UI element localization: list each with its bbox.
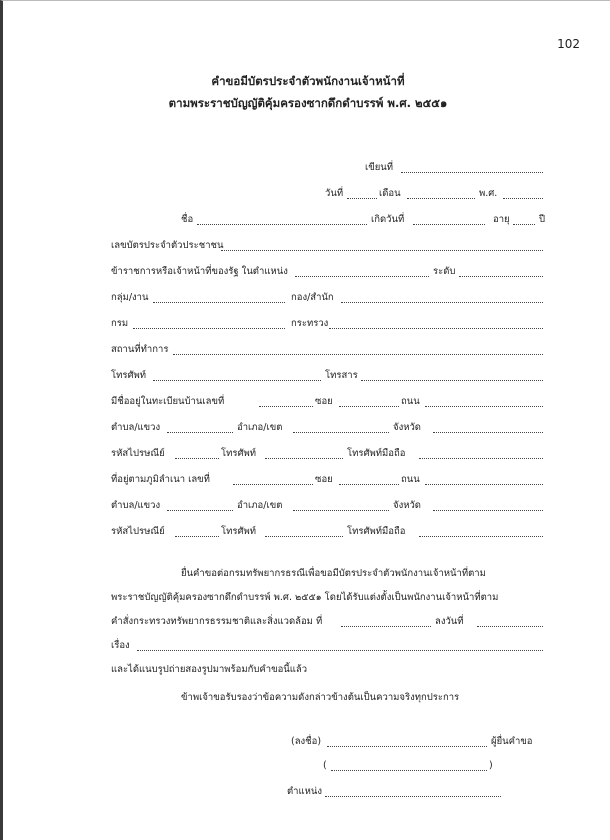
postcode-field[interactable] [175,458,219,459]
district-field-2[interactable] [293,510,389,511]
order-date-field[interactable] [477,626,543,627]
division-field[interactable] [341,302,543,303]
address-area-row [3,421,610,437]
fax-field[interactable] [361,380,543,381]
form-title: คำขอมีบัตรประจำตัวพนักงานเจ้าหน้าที่ [211,74,405,88]
phone-label-2: โทรศัพท์ [221,448,257,459]
postcode-label: รหัสไปรษณีย์ [111,448,165,459]
request-paragraph-line2: พระราชบัญญัติคุ้มครองซากดึกดำบรรพ์ พ.ศ. ๒๕๕๑ โดยได้รับแต่งตั้งเป็นพนักงานเจ้าหน้าที่ตาม [111,592,499,603]
group-label: กลุ่ม/งาน [111,292,149,303]
level-field[interactable] [459,276,543,277]
level-label: ระดับ [433,266,456,277]
day-label: วันที่ [325,188,344,199]
name-row [3,213,610,229]
postcode-label-2: รหัสไปรษณีย์ [111,526,165,537]
request-paragraph-line1: ยื่นคำขอต่อกรมทรัพยากรธรณีเพื่อขอมีบัตรประจำตัวพนักงานเจ้าหน้าที่ตาม [181,568,486,579]
phone-field-2[interactable] [265,458,343,459]
district-label: อำเภอ/เขต [237,422,283,433]
subject-field[interactable] [137,650,543,651]
signature-row [3,735,610,751]
division-label: กอง/สำนัก [291,292,334,303]
photos-attached-text: และได้แนบรูปถ่ายสองรูปมาพร้อมกับคำขอนี้แล้ว [111,664,308,675]
workplace-label: สถานที่ทำการ [111,344,169,355]
road-field[interactable] [425,406,543,407]
workplace-field[interactable] [173,354,543,355]
year-field[interactable] [503,198,543,199]
road-label: ถนน [401,396,420,407]
current-address-number-field[interactable] [233,484,313,485]
subdistrict-field[interactable] [167,432,233,433]
birth-date-label: เกิดวันที่ [371,214,405,225]
ministry-label: กระทรวง [291,318,329,329]
signature-field[interactable] [327,746,487,747]
district-label-2: อำเภอ/เขต [237,500,283,511]
position-row [3,265,610,281]
phone-label-3: โทรศัพท์ [221,526,257,537]
order-date-label: ลงวันที่ [435,616,464,627]
id-card-row [3,239,610,255]
address-area-row-2 [3,499,610,515]
close-paren: ) [489,760,493,771]
id-card-label: เลขบัตรประจำตัวประชาชน [111,240,224,251]
phone-field[interactable] [153,380,321,381]
phone-field-3[interactable] [265,536,343,537]
house-registration-row [3,395,610,411]
subdistrict-field-2[interactable] [167,510,233,511]
written-at-row [3,161,610,177]
group-row [3,291,610,307]
order-row [3,615,610,631]
official-position-label: ข้าราชการหรือเจ้าหน้าที่ของรัฐ ในตำแหน่ง [111,266,288,277]
province-field[interactable] [433,432,543,433]
current-address-row [3,473,610,489]
certification-text: ข้าพเจ้าขอรับรองว่าข้อความดังกล่าวข้างต้นเป็นความจริงทุกประการ [181,692,460,703]
soi-field-2[interactable] [339,484,399,485]
signer-position-label: ตำแหน่ง [287,786,323,797]
age-unit: ปี [539,214,546,225]
mobile-label-2: โทรศัพท์มือถือ [347,526,406,537]
written-at-field[interactable] [401,172,543,173]
year-label: พ.ศ. [479,188,498,199]
signer-position-field[interactable] [325,796,501,797]
form-subtitle: ตามพระราชบัญญัติคุ้มครองซากดึกดำบรรพ์ พ.ศ. ๒๕๕๑ [168,96,448,110]
applicant-label: ผู้ยื่นคำขอ [491,736,533,747]
district-field[interactable] [293,432,389,433]
province-label: จังหวัด [393,422,421,433]
soi-label: ซอย [315,396,333,407]
id-card-field[interactable] [221,250,543,251]
house-registration-label: มีชื่ออยู่ในทะเบียนบ้านเลขที่ [111,396,225,407]
soi-label-2: ซอย [315,474,333,485]
department-row [3,317,610,333]
age-field[interactable] [513,224,535,225]
workplace-row [3,343,610,359]
official-position-field[interactable] [295,276,429,277]
open-paren: ( [323,760,327,771]
phone-row [3,369,610,385]
name-label: ชื่อ [181,214,194,225]
date-row [3,187,610,203]
month-field[interactable] [407,198,475,199]
subject-label: เรื่อง [111,640,130,651]
fax-label: โทรสาร [325,370,358,381]
department-field[interactable] [133,328,285,329]
ministry-field[interactable] [329,328,543,329]
month-label: เดือน [379,188,401,199]
order-number-field[interactable] [341,626,431,627]
phone-label: โทรศัพท์ [111,370,147,381]
written-at-label: เขียนที่ [365,162,394,173]
current-address-label: ที่อยู่ตามภูมิลำเนา เลขที่ [111,474,210,485]
signer-position-row [3,785,610,801]
birth-date-field[interactable] [413,224,485,225]
printed-name-field[interactable] [331,770,487,771]
day-field[interactable] [347,198,377,199]
order-label: คำสั่งกระทรวงทรัพยากรธรรมชาติและสิ่งแวดล้อม ที่ [111,616,323,627]
subdistrict-label: ตำบล/แขวง [111,422,161,433]
mobile-field[interactable] [419,458,543,459]
name-field[interactable] [197,224,367,225]
province-label-2: จังหวัด [393,500,421,511]
department-label: กรม [111,318,129,329]
subject-row [3,639,610,655]
contact-row-2 [3,525,610,541]
mobile-label: โทรศัพท์มือถือ [347,448,406,459]
sign-label: (ลงชื่อ) [291,736,322,747]
soi-field[interactable] [339,406,399,407]
page-number: 102 [557,37,580,51]
road-label-2: ถนน [401,474,420,485]
printed-name-row [3,759,610,775]
mobile-field-2[interactable] [419,536,543,537]
group-field[interactable] [153,302,285,303]
age-label: อายุ [493,214,510,225]
road-field-2[interactable] [425,484,543,485]
contact-row [3,447,610,463]
postcode-field-2[interactable] [175,536,219,537]
subdistrict-label-2: ตำบล/แขวง [111,500,161,511]
house-number-field[interactable] [259,406,313,407]
province-field-2[interactable] [433,510,543,511]
